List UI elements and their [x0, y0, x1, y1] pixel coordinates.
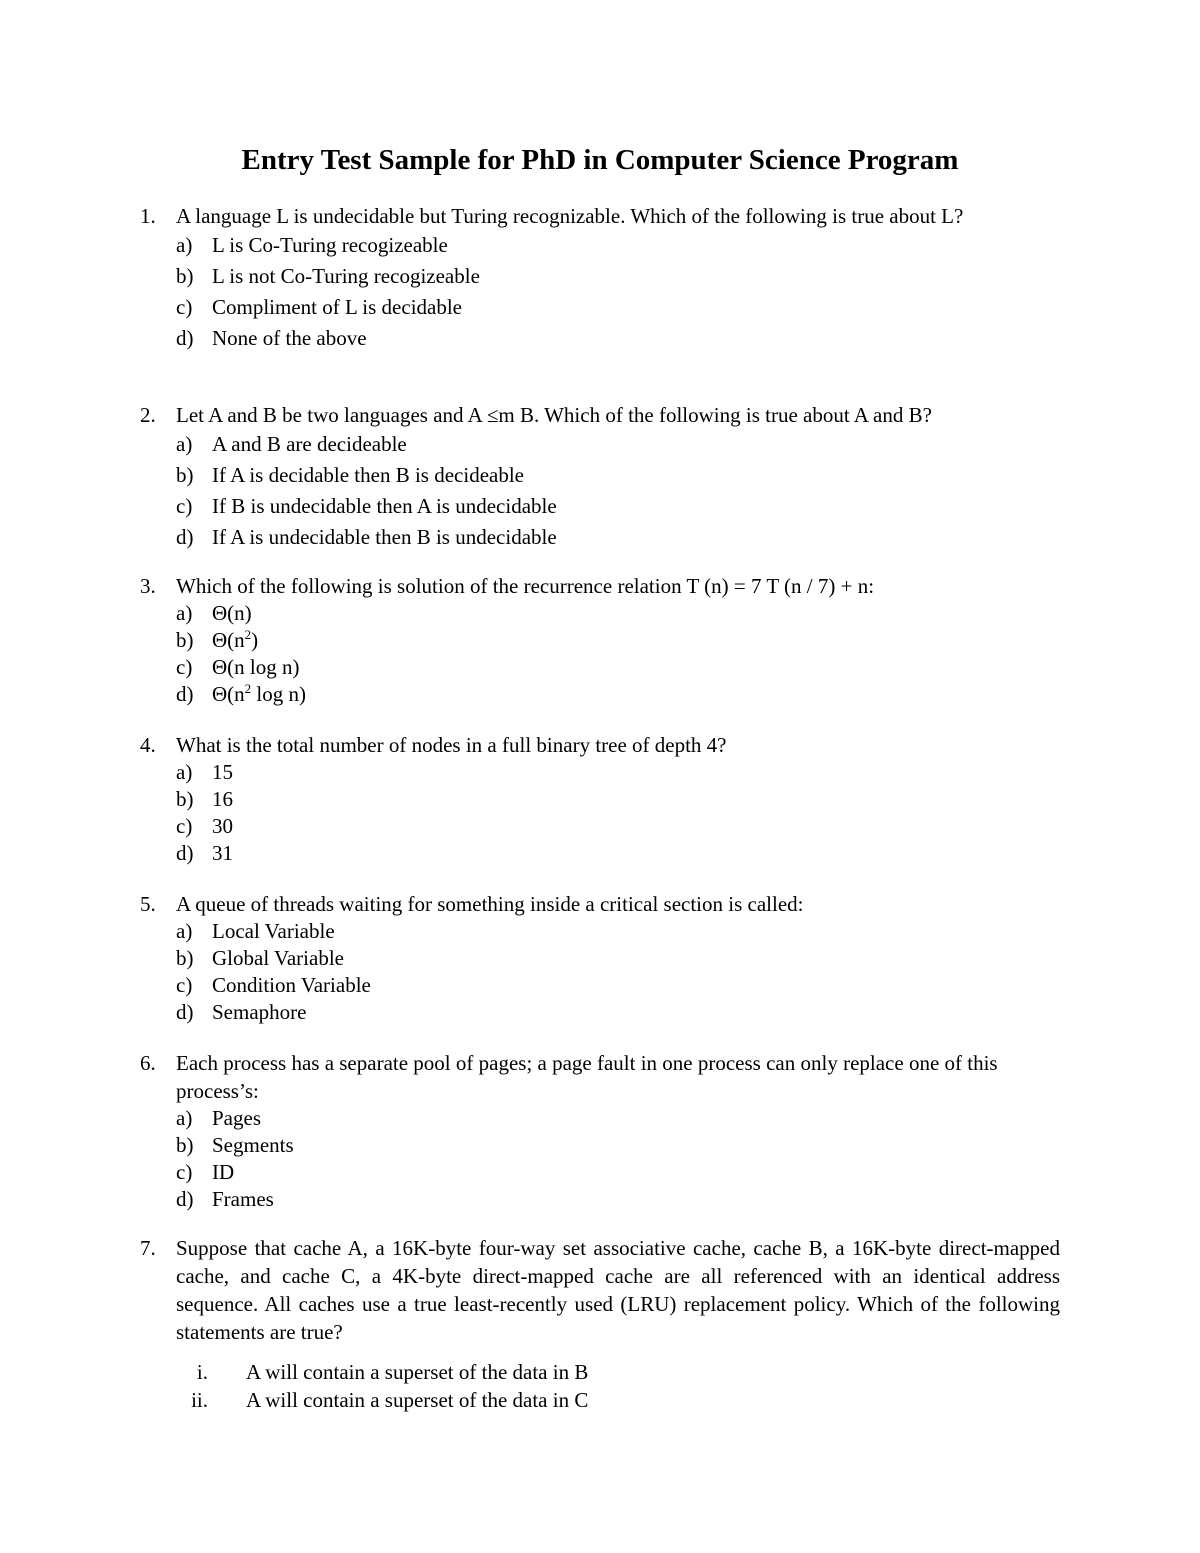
question-text: A queue of threads waiting for something inside a critical section is called: [176, 892, 804, 916]
option-text: Compliment of L is decidable [212, 295, 463, 319]
statement-label: ii. [191, 1388, 208, 1412]
options-list [176, 230, 1060, 354]
statement-text: A will contain a superset of the data in C [246, 1388, 589, 1412]
question-1 [140, 202, 1060, 354]
question-number: 2. [140, 403, 156, 427]
option-a [176, 759, 1060, 786]
option-d [176, 1186, 1060, 1213]
option-label: a) [176, 919, 193, 943]
option-label: b) [176, 1133, 194, 1157]
page-title: Entry Test Sample for PhD in Computer Science Program [241, 144, 959, 176]
option-b [176, 627, 1060, 654]
statements-list [140, 1358, 1060, 1414]
option-text: $\Theta(n^2)$ [212, 627, 259, 652]
question-4 [140, 731, 1060, 867]
option-text: Frames [212, 1187, 274, 1211]
question-text: A language L is undecidable but Turing recognizable. Which of the following is true about L? [176, 204, 964, 228]
option-label: d) [176, 682, 194, 706]
option-text: Global Variable [212, 946, 344, 970]
option-b [176, 460, 1060, 491]
question-text: Which of the following is solution of the recurrence relation T (n) = 7 T (n / 7) + n: [176, 574, 875, 598]
option-c [176, 813, 1060, 840]
question-text: Each process has a separate pool of pages; a page fault in one process can only replace one of this process’s: [176, 1051, 998, 1103]
option-label: c) [176, 295, 193, 319]
option-text: Condition Variable [212, 973, 371, 997]
question-3 [140, 572, 1060, 708]
statement-text: A will contain a superset of the data in B [246, 1360, 589, 1384]
option-label: c) [176, 655, 193, 679]
question-2 [140, 401, 1060, 553]
option-b [176, 945, 1060, 972]
option-text: Segments [212, 1133, 294, 1157]
option-c [176, 1159, 1060, 1186]
question-number: 5. [140, 892, 156, 916]
question-number: 1. [140, 204, 156, 228]
option-label: b) [176, 264, 194, 288]
option-label: d) [176, 841, 194, 865]
option-label: d) [176, 1187, 194, 1211]
option-b [176, 261, 1060, 292]
option-text: 15 [212, 760, 233, 784]
question-text: Suppose that cache A, a 16K-byte four-way set associative cache, cache B, a 16K-byte direct-mapped cache, and cache C, a 4K-byte direct-mapped cache are all referenced with an identical address sequence. All caches use a true least-recently used (LRU) replacement policy. Which of the following statements are true? [176, 1236, 1060, 1344]
statement-i [140, 1358, 1060, 1386]
option-a [176, 600, 1060, 627]
option-d [176, 999, 1060, 1026]
question-text: What is the total number of nodes in a full binary tree of depth 4? [176, 733, 727, 757]
option-c [176, 654, 1060, 681]
option-text: L is Co-Turing recogizeable [212, 233, 448, 257]
option-label: a) [176, 601, 193, 625]
option-label: b) [176, 463, 194, 487]
option-label: c) [176, 494, 193, 518]
option-label: a) [176, 1106, 193, 1130]
option-text: None of the above [212, 326, 367, 350]
question-number: 4. [140, 733, 156, 757]
option-text: Θ(n) [212, 601, 252, 625]
options-list [176, 759, 1060, 867]
question-number: 3. [140, 574, 156, 598]
question-number: 6. [140, 1051, 156, 1075]
option-d [176, 323, 1060, 354]
option-text: A and B are decideable [212, 432, 407, 456]
option-label: c) [176, 1160, 193, 1184]
option-c [176, 972, 1060, 999]
option-label: c) [176, 973, 193, 997]
question-text: Let A and B be two languages and A ≤m B. Which of the following is true about A and B? [176, 403, 932, 427]
option-text: 31 [212, 841, 233, 865]
options-list [176, 1105, 1060, 1213]
option-text: $\Theta(n^2$ log n) [212, 681, 306, 706]
question-number: 7. [140, 1236, 156, 1260]
option-label: b) [176, 628, 194, 652]
option-text: Θ(n log n) [212, 655, 300, 679]
option-label: c) [176, 814, 193, 838]
option-label: a) [176, 432, 193, 456]
statement-label: i. [196, 1360, 208, 1384]
option-text: Local Variable [212, 919, 335, 943]
option-d [176, 522, 1060, 553]
option-a [176, 1105, 1060, 1132]
option-text: L is not Co-Turing recogizeable [212, 264, 480, 288]
option-a [176, 429, 1060, 460]
option-label: a) [176, 233, 193, 257]
option-a [176, 918, 1060, 945]
option-c [176, 292, 1060, 323]
option-label: a) [176, 760, 193, 784]
options-list [176, 429, 1060, 553]
option-c [176, 491, 1060, 522]
option-label: b) [176, 787, 194, 811]
question-5 [140, 890, 1060, 1026]
option-a [176, 230, 1060, 261]
option-text: If A is undecidable then B is undecidable [212, 525, 557, 549]
option-d [176, 840, 1060, 867]
question-6 [140, 1049, 1060, 1213]
options-list [176, 600, 1060, 708]
option-label: d) [176, 1000, 194, 1024]
option-label: b) [176, 946, 194, 970]
option-text: If B is undecidable then A is undecidable [212, 494, 557, 518]
option-text: ID [212, 1160, 235, 1184]
option-b [176, 1132, 1060, 1159]
options-list [176, 918, 1060, 1026]
option-text: 16 [212, 787, 233, 811]
option-b [176, 786, 1060, 813]
question-7 [140, 1234, 1060, 1414]
option-label: d) [176, 525, 194, 549]
statement-ii [140, 1386, 1060, 1414]
option-text: Pages [212, 1106, 261, 1130]
option-text: If A is decidable then B is decideable [212, 463, 524, 487]
option-label: d) [176, 326, 194, 350]
option-text: 30 [212, 814, 233, 838]
option-text: Semaphore [212, 1000, 307, 1024]
option-d [176, 681, 1060, 708]
